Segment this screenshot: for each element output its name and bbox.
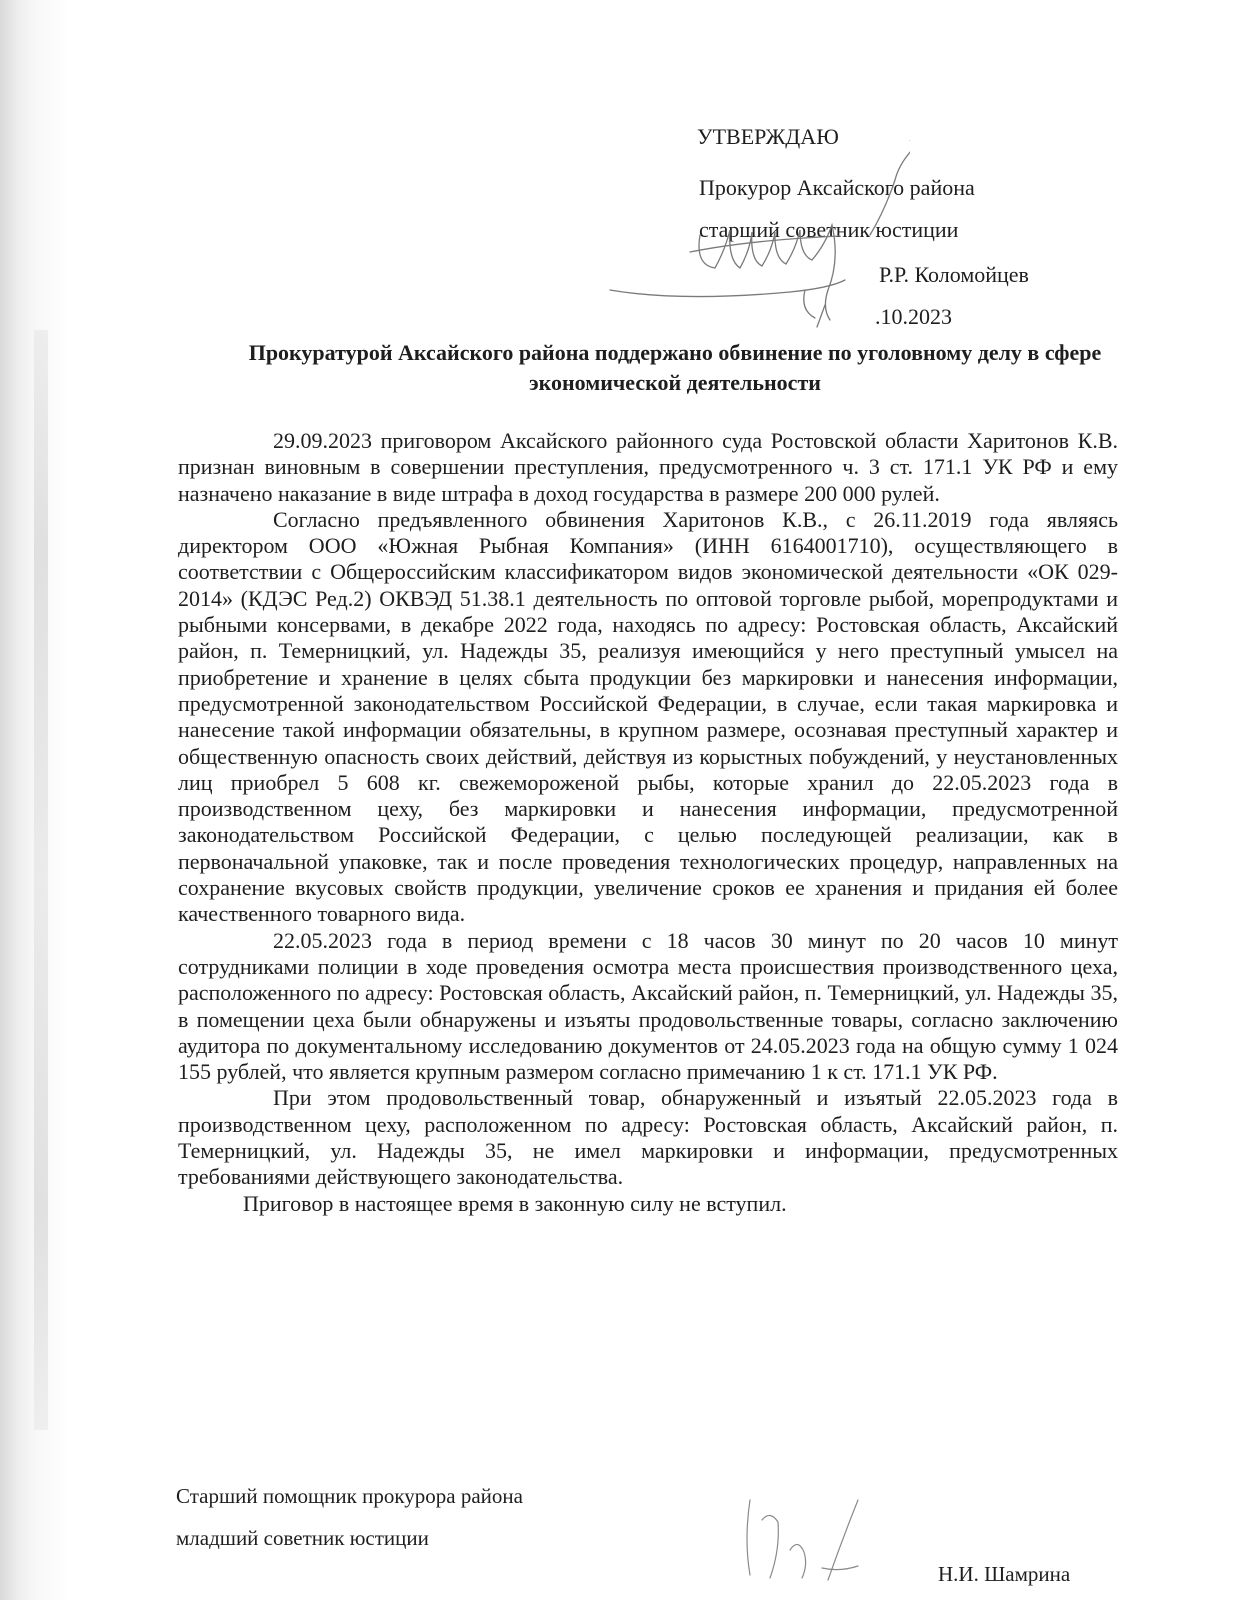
paragraph-inspection: 22.05.2023 года в период времени с 18 часов 30 минут по 20 часов 10 минут сотрудниками полиции в ходе проведения осмотра места происшествия производственного цеха, расположенного по адресу: Ростовская область, Аксайский район, п. Темерницкий, ул. Надежды 35, в помещении цеха были обнаружены и изъяты продовольственные товары, согласно заключению аудитора по документальному исследованию документов от 24.05.2023 года на общую сумму 1 024 155 рублей, что является крупным размером согласно примечанию 1 к ст. 171.1 УК РФ. bbox=[178, 927, 1118, 1085]
paragraph-charges: Согласно предъявленного обвинения Харитонов К.В., с 26.11.2019 года являясь директором ООО «Южная Рыбная Компания» (ИНН 6164001710), осуществляющего в соответствии с Общероссийским классификатором видов экономической деятельности «ОК 029-2014» (КДЭС Ред.2) ОКВЭД 51.38.1 деятельность по оптовой торговле рыбой, морепродуктами и рыбными консервами, в декабре 2022 года, находясь по адресу: Ростовская область, Аксайский район, п. Темерницкий, ул. Надежды 35, реализуя имеющийся у него преступный умысел на приобретение и хранение в целях сбыта продукции без маркировки и нанесения информации, предусмотренной законодательством Российской Федерации, в случае, если такая маркировка и нанесение такой информации обязательны, в крупном размере, осознавая преступный характер и общественную опасность своих действий, действуя из корыстных побуждений, у неустановленных лиц приобрел 5 608 кг. свежемороженой рыбы, которые хранил до 22.05.2023 года в производственном цеху, без маркировки и нанесения информации, предусмотренной законодательством Российской Федерации, с целью последующей реализации, как в первоначальной упаковке, так и после проведения технологических процедур, направленных на сохранение вкусовых свойств продукции, увеличение сроков ее хранения и придания ей более качественного товарного вида. bbox=[178, 506, 1118, 927]
paragraph-goods: При этом продовольственный товар, обнаруженный и изъятый 22.05.2023 года в производственном цеху, расположенном по адресу: Ростовская область, Аксайский район, п. Темерницкий, ул. Надежды 35, не имел маркировки и информации, предусмотренных требованиями действующего законодательства. bbox=[178, 1085, 1118, 1190]
approval-rank: старший советник юстиции bbox=[699, 217, 959, 242]
signer-rank: младший советник юстиции bbox=[176, 1526, 429, 1550]
document-body bbox=[178, 428, 1118, 1217]
paragraph-verdict: 29.09.2023 приговором Аксайского районного суда Ростовской области Харитонов К.В. признан виновным в совершении преступления, предусмотренного ч. 3 ст. 171.1 УК РФ и ему назначено наказание в виде штрафа в доход государства в размере 200 000 рулей. bbox=[178, 428, 1118, 506]
prosecutor-signature bbox=[600, 140, 910, 330]
assistant-signature bbox=[730, 1480, 880, 1590]
paragraph-status: Приговор в настоящее время в законную силу не вступил. bbox=[243, 1190, 787, 1216]
document-heading: Прокуратурой Аксайского района поддержано обвинение по уголовному делу в сфере экономической деятельности bbox=[248, 340, 1102, 395]
approval-position: Прокурор Аксайского района bbox=[699, 175, 975, 200]
approval-title: УТВЕРЖДАЮ bbox=[697, 124, 839, 149]
scan-page-edge bbox=[0, 0, 70, 1600]
signer-position: Старший помощник прокурора района bbox=[176, 1484, 523, 1508]
approval-name: Р.Р. Коломойцев bbox=[879, 262, 1029, 287]
approval-date: .10.2023 bbox=[875, 304, 952, 329]
signer-name: Н.И. Шамрина bbox=[938, 1562, 1071, 1586]
